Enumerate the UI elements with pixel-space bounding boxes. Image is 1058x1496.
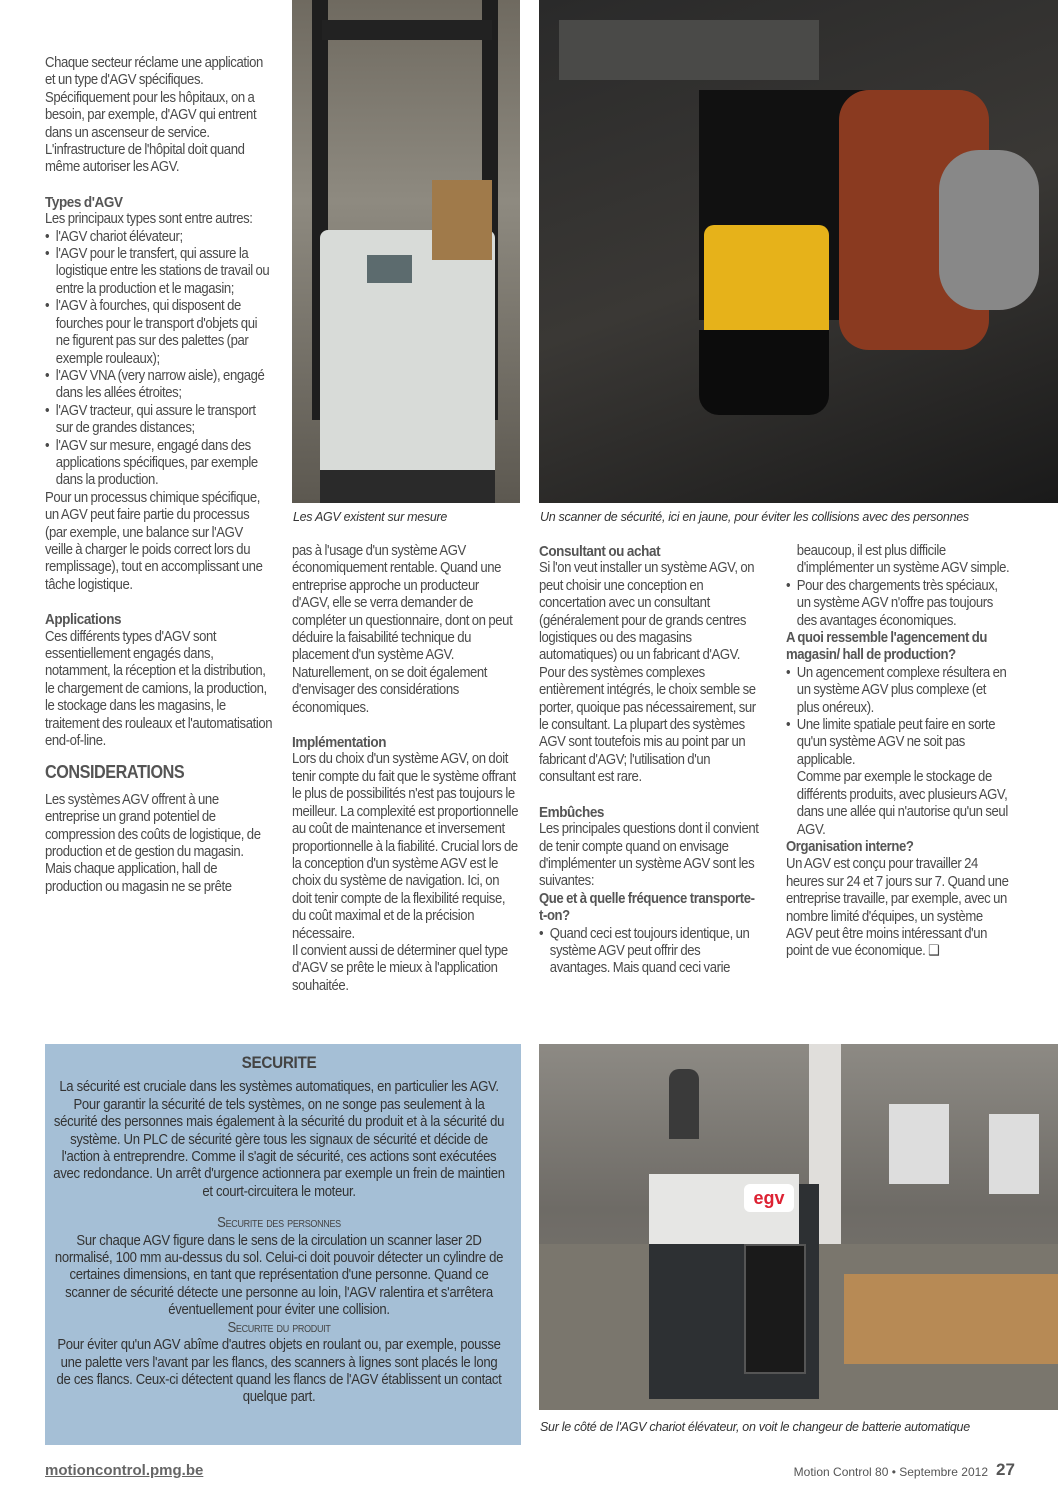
photo-1-caption: Les AGV existent sur mesure [293,510,448,524]
question-heading: A quoi ressemble l'agencement du magasin/ hall de production? [786,630,988,664]
column-4 [786,543,1011,961]
types-intro: Les principaux types sont entre autres: [45,211,253,228]
column-2 [292,543,519,995]
list-item: • l'AGV chariot élévateur; [45,229,273,246]
photo-forklift-agv [539,1044,1058,1410]
paragraph: Si l'on veut installer un système AGV, on peut choisir une conception en concertation avec un consultant (généralement pour de grands centres logistiques ou des magasins automatiques) ou un fabricant d'AGV. [539,560,755,664]
list-item: • l'AGV à fourches, qui disposent de fourches pour le transport d'objets qui ne figurent pas sur des palettes (par exemple rouleaux); [45,298,273,368]
egv-logo: egv [744,1184,794,1212]
question-heading: Organisation interne? [786,838,914,855]
paragraph: Pour des systèmes complexes entièrement intégrés, le choix semble se porter, quoique pas nécessairement, sur le consultant. La plupart des systèmes AGV sont toutefois mis au point par un fabricant d'AGV; l'utilisation d'un consultant est rare. [539,664,756,786]
photo-2-caption: Un scanner de sécurité, ici en jaune, pour éviter les collisions avec des personnes [540,510,969,524]
photo-3-caption: Sur le côté de l'AGV chariot élévateur, on voit le changeur de batterie automatique [540,1420,970,1434]
column-3 [539,543,760,978]
embuches-heading: Embûches [539,803,605,821]
security-content [45,1044,513,1417]
persons-heading: Securite des personnes [217,1215,341,1232]
list-item: • Pour des chargements très spéciaux, un système AGV n'offre pas toujours des avantages économiques. [786,578,1011,630]
considerations-heading: CONSIDERATIONS [45,762,185,783]
paragraph: Il convient aussi de déterminer quel type d'AGV se prête le mieux à l'application souhaitée. [292,942,508,994]
intro-paragraph: Chaque secteur réclame une application et un type d'AGV spécifiques. Spécifiquement pour les hôpitaux, on a besoin, par exemple, d'AGV qui entrent dans un ascenseur de service. L'infrastructure de l'hôpital doit quand même autoriser les AGV. [45,55,263,176]
paragraph: pas à l'usage d'un système AGV économiquement rentable. Quand une entreprise approche un producteur d'AGV, elle se verra demander de compléter un questionnaire, dont on peut déduire la faisabilité technique du placement d'un système AGV. Naturellement, on se doit également d'envisager des considérations économiques. [292,543,513,716]
photo-agv-custom [292,0,520,503]
list-item: • l'AGV VNA (very narrow aisle), engagé dans les allées étroites; [45,368,273,403]
list-item: • Un agencement complexe résultera en un système AGV plus complexe (et plus onéreux). [786,665,1011,717]
list-item: • l'AGV tracteur, qui assure le transport sur de grandes distances; [45,403,273,438]
issue-info: Motion Control 80 • Septembre 2012 [793,1465,988,1479]
paragraph: Comme par exemple le stockage de différents produits, avec plusieurs AGV, dans une allée qui n'autorise qu'un seul AGV. [796,769,1008,838]
question-heading: Que et à quelle fréquence transporte-t-on? [539,890,755,925]
list-item: • l'AGV sur mesure, engagé dans des applications spécifiques, par exemple dans la production. [45,438,273,490]
consultant-heading: Consultant ou achat [539,543,661,560]
paragraph-text: Un AGV est conçu pour travailler 24 heures sur 24 et 7 jours sur 7. Quand une entreprise travaille, par exemple, avec un nombre limité d'équipes, un système AGV peut être moins intéressant d'un point de vue économique. [786,856,1009,960]
end-mark-icon: ❑ [928,943,940,960]
paragraph: beaucoup, il est plus difficile d'implémenter un système AGV simple. [796,543,1010,577]
chem-paragraph: Pour un processus chimique spécifique, un AGV peut faire partie du processus (par exemple, une balance sur l'AGV veille à charger le poids correct lors du remplissage), tout en accomplissant une tâche logistique. [45,489,263,593]
column-1 [45,55,273,896]
security-title: SECURITE [241,1053,317,1072]
product-paragraph: Pour éviter qu'un AGV abîme d'autres objets en roulant ou, par exemple, pousse une palette vers l'avant par les flancs, des scanners à lignes sont placés le long de ces flancs. Ceux-ci détectent quand les flancs de l'AGV établissent un contact quelque part. [56,1337,502,1406]
list-item: • Une limite spatiale peut faire en sorte qu'un système AGV ne soit pas applicable. [786,717,1011,769]
list-item: • l'AGV pour le transfert, qui assure la logistique entre les stations de travail ou entre la production et le magasin; [45,246,273,298]
website-link[interactable]: motioncontrol.pmg.be [45,1462,204,1479]
page-number: 27 [996,1460,1015,1479]
security-intro: La sécurité est cruciale dans les systèmes automatiques, en particulier les AGV. Pour garantir la sécurité de tels systèmes, on ne songe pas seulement à la sécurité des personnes mais également à la sécurité du produit et à la sécurité du système. Un PLC de sécurité gère tous les signaux de sécurité et décide de l'action à entreprendre. Comme il s'agit de sécurité, ces actions sont exécutées avec redondance. Un arrêt d'urgence actionnera par exemple un frein de maintien et court-circuitera le moteur. [53,1079,505,1200]
list-item: • Quand ceci est toujours identique, un système AGV peut offrir des avantages. Mais quand ceci varie [539,926,760,978]
considerations-paragraph-2: Mais chaque application, hall de production ou magasin ne se prête [45,861,232,895]
types-heading: Types d'AGV [45,193,123,211]
persons-paragraph: Sur chaque AGV figure dans le sens de la circulation un scanner laser 2D normalisé, 100 mm au-dessus du sol. Celui-ci doit pouvoir détecter un cylindre de certaines dimensions, en tant que représentation d'une personne. Quand ce scanner de sécurité détecte une personne au loin, l'AGV ralentira et s'arrêtera éventuellement pour éviter une collision. [54,1232,504,1319]
applications-heading: Applications [45,611,122,629]
photo-safety-scanner [539,0,1058,503]
considerations-paragraph: Les systèmes AGV offrent à une entreprise un grand potentiel de compression des coûts de logistique, de production et de gestion du magasin. [45,791,261,861]
security-sidebar [45,1044,521,1445]
paragraph: Lors du choix d'un système AGV, on doit tenir compte du fait que le système offrant le plus de possibilités n'est pas toujours le meilleur. La complexité est proportionnelle au coût de maintenance et inversement proportionnelle à la fiabilité. Crucial lors de la conception d'un système AGV est le choix du système de navigation. Ici, on doit tenir compte de la flexibilité requise, du coût maximal et de la précision nécessaire. [292,751,519,942]
paragraph: Les principales questions dont il convient de tenir compte quand on envisage d'implémenter un système AGV sont les suivantes: [539,821,759,890]
paragraph [786,856,1011,960]
applications-paragraph: Ces différents types d'AGV sont essentiellement engagés dans, notamment, la réception et la distribution, le chargement de camions, la production, le stockage dans les magasins, le traitement des rouleaux et l'automatisation end-of-line. [45,628,273,750]
product-heading: Securite du produit [227,1319,331,1336]
types-list [45,229,273,490]
implementation-heading: Implémentation [292,734,387,752]
